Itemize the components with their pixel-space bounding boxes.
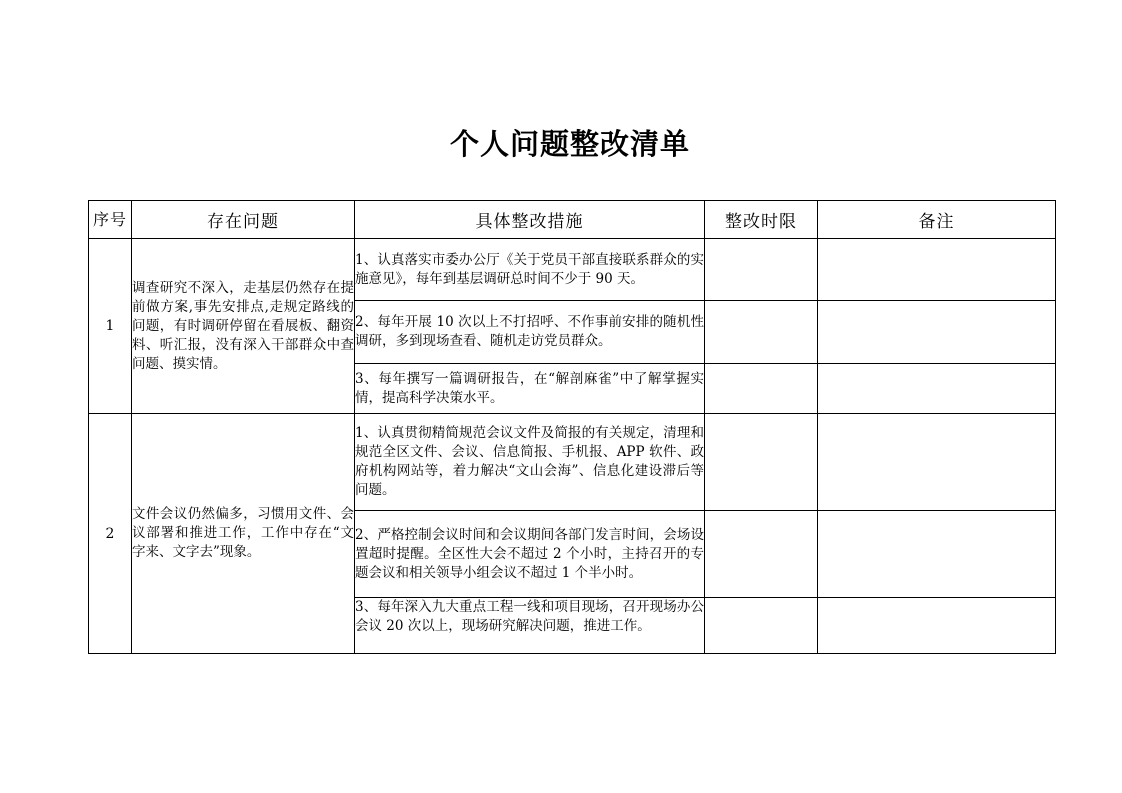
- remarks-cell: [818, 239, 1056, 301]
- measure-cell: 1、认真贯彻精简规范会议文件及简报的有关规定，清理和规范全区文件、会议、信息简报、手机报、APP 软件、政府机构网站等，着力解决“文山会海”、信息化建设滞后等问题。: [355, 414, 705, 511]
- rectification-table: [88, 200, 1056, 654]
- header-seq: 序号: [89, 201, 132, 239]
- page-title: 个人问题整改清单: [449, 127, 690, 161]
- deadline-cell: [705, 301, 818, 364]
- problem-cell: 调查研究不深入，走基层仍然存在提前做方案,事先安排点,走规定路线的问题，有时调研停留在看展板、翻资料、听汇报，没有深入干部群众中查问题、摸实情。: [132, 239, 355, 414]
- deadline-cell: [705, 598, 818, 654]
- deadline-cell: [705, 364, 818, 414]
- remarks-cell: [818, 301, 1056, 364]
- table-row: [89, 239, 1056, 301]
- table-row: [89, 414, 1056, 511]
- remarks-cell: [818, 414, 1056, 511]
- remarks-cell: [818, 364, 1056, 414]
- remarks-cell: [818, 511, 1056, 598]
- seq-cell: 2: [89, 414, 132, 654]
- remarks-cell: [818, 598, 1056, 654]
- header-remarks: 备注: [818, 201, 1056, 239]
- deadline-cell: [705, 511, 818, 598]
- measure-cell: 3、每年深入九大重点工程一线和项目现场，召开现场办公会议 20 次以上，现场研究解决问题，推进工作。: [355, 598, 705, 654]
- header-deadline: 整改时限: [705, 201, 818, 239]
- seq-cell: 1: [89, 239, 132, 414]
- measure-cell: 2、严格控制会议时间和会议期间各部门发言时间，会场设置超时提醒。全区性大会不超过 2 个小时，主持召开的专题会议和相关领导小组会议不超过 1 个半小时。: [355, 511, 705, 598]
- measure-cell: 2、每年开展 10 次以上不打招呼、不作事前安排的随机性调研，多到现场查看、随机走访党员群众。: [355, 301, 705, 364]
- deadline-cell: [705, 414, 818, 511]
- problem-cell: 文件会议仍然偏多，习惯用文件、会议部署和推进工作，工作中存在“文字来、文字去”现象。: [132, 414, 355, 654]
- header-row: [89, 201, 1056, 239]
- measure-cell: 3、每年撰写一篇调研报告，在“解剖麻雀”中了解掌握实情，提高科学决策水平。: [355, 364, 705, 414]
- header-problem: 存在问题: [132, 201, 355, 239]
- measure-cell: 1、认真落实市委办公厅《关于党员干部直接联系群众的实施意见》，每年到基层调研总时间不少于 90 天。: [355, 239, 705, 301]
- header-measures: 具体整改措施: [355, 201, 705, 239]
- deadline-cell: [705, 239, 818, 301]
